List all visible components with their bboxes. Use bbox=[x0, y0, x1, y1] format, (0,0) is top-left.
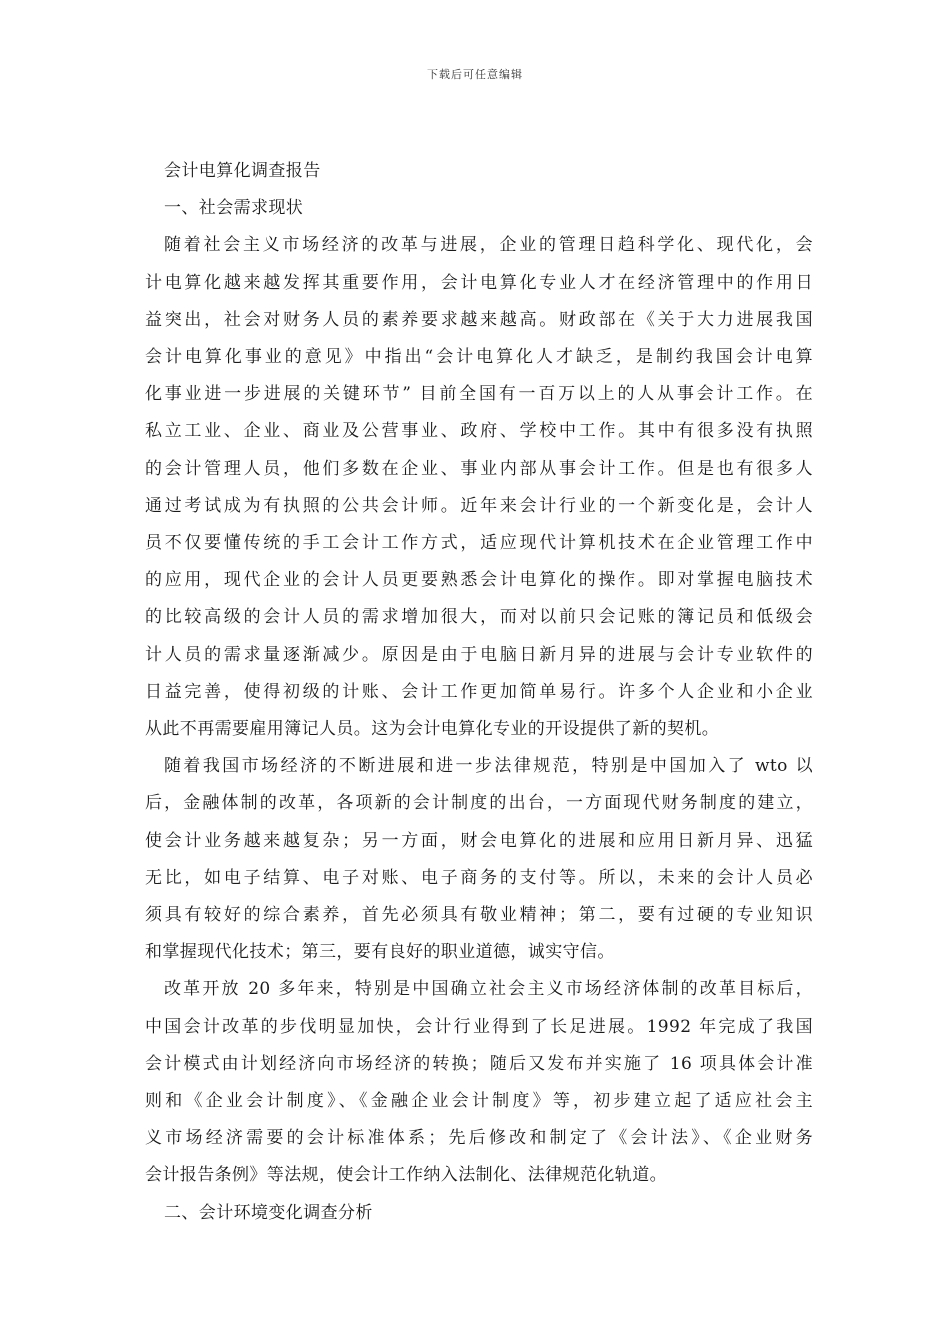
paragraph-line: 日益完善，使得初级的计账、会计工作更加简单易行。许多个人企业和小企业 bbox=[145, 681, 813, 702]
paragraph-line: 的比较高级的会计人员的需求增加很大，而对以前只会记账的簿记员和低级会 bbox=[145, 607, 813, 628]
paragraph-line: 从此不再需要雇用簿记人员。这为会计电算化专业的开设提供了新的契机。 bbox=[145, 719, 720, 740]
section-heading-2: 二、会计环境变化调查分析 bbox=[164, 1202, 373, 1223]
paragraph-line: 的会计管理人员，他们多数在企业、事业内部从事会计工作。但是也有很多人 bbox=[145, 458, 813, 479]
paragraph-line: 中国会计改革的步伐明显加快，会计行业得到了长足进展。1992 年完成了我国 bbox=[145, 1016, 813, 1037]
page-header: 下载后可任意编辑 bbox=[427, 68, 523, 81]
paragraph-line: 使会计业务越来越复杂；另一方面，财会电算化的进展和应用日新月异、迅猛 bbox=[145, 830, 813, 851]
paragraph-reform bbox=[145, 971, 813, 1194]
paragraph-line: 随着我国市场经济的不断进展和进一步法律规范，特别是中国加入了 wto 以 bbox=[164, 756, 813, 777]
paragraph-line: 化事业进一步进展的关键环节” 目前全国有一百万以上的人从事会计工作。在 bbox=[145, 384, 813, 405]
paragraph-line: 员不仅要懂传统的手工会计工作方式，适应现代计算机技术在企业管理工作中 bbox=[145, 533, 813, 554]
paragraph-social-demand bbox=[145, 227, 813, 748]
document-body bbox=[145, 153, 813, 1232]
paragraph-market-economy bbox=[145, 748, 813, 971]
paragraph-line: 的应用，现代企业的会计人员更要熟悉会计电算化的操作。即对掌握电脑技术 bbox=[145, 570, 813, 591]
paragraph-line: 计电算化越来越发挥其重要作用，会计电算化专业人才在经济管理中的作用日 bbox=[145, 272, 813, 293]
paragraph-line: 改革开放 20 多年来，特别是中国确立社会主义市场经济体制的改革目标后， bbox=[164, 979, 813, 1000]
paragraph-line: 计人员的需求量逐渐减少。原因是由于电脑日新月异的进展与会计专业软件的 bbox=[145, 644, 813, 665]
paragraph-line: 会计报告条例》等法规，使会计工作纳入法制化、法律规范化轨道。 bbox=[145, 1165, 667, 1186]
paragraph-line: 通过考试成为有执照的公共会计师。近年来会计行业的一个新变化是，会计人 bbox=[145, 495, 813, 516]
paragraph-line: 无比，如电子结算、电子对账、电子商务的支付等。所以，未来的会计人员必 bbox=[145, 867, 813, 888]
paragraph-line: 则和《企业会计制度》、《金融企业会计制度》等，初步建立起了适应社会主 bbox=[145, 1091, 813, 1112]
paragraph-line: 后，金融体制的改革，各项新的会计制度的出台，一方面现代财务制度的建立， bbox=[145, 793, 813, 814]
paragraph-line: 会计电算化事业的意见》中指出“会计电算化人才缺乏，是制约我国会计电算 bbox=[145, 347, 813, 368]
section-heading-1: 一、社会需求现状 bbox=[164, 198, 304, 219]
paragraph-line: 益突出，社会对财务人员的素养要求越来越高。财政部在《关于大力进展我国 bbox=[145, 309, 813, 330]
paragraph-line: 随着社会主义市场经济的改革与进展，企业的管理日趋科学化、现代化，会 bbox=[164, 235, 813, 256]
paragraph-line: 须具有较好的综合素养，首先必须具有敬业精神；第二，要有过硬的专业知识 bbox=[145, 905, 813, 926]
paragraph-line: 和掌握现代化技术；第三，要有良好的职业道德，诚实守信。 bbox=[145, 942, 615, 963]
document-title: 会计电算化调查报告 bbox=[164, 161, 321, 181]
paragraph-line: 会计模式由计划经济向市场经济的转换；随后又发布并实施了 16 项具体会计准 bbox=[145, 1053, 813, 1074]
paragraph-line: 义市场经济需要的会计标准体系；先后修改和制定了《会计法》、《企业财务 bbox=[145, 1128, 813, 1149]
paragraph-line: 私立工业、企业、商业及公营事业、政府、学校中工作。其中有很多没有执照 bbox=[145, 421, 813, 442]
